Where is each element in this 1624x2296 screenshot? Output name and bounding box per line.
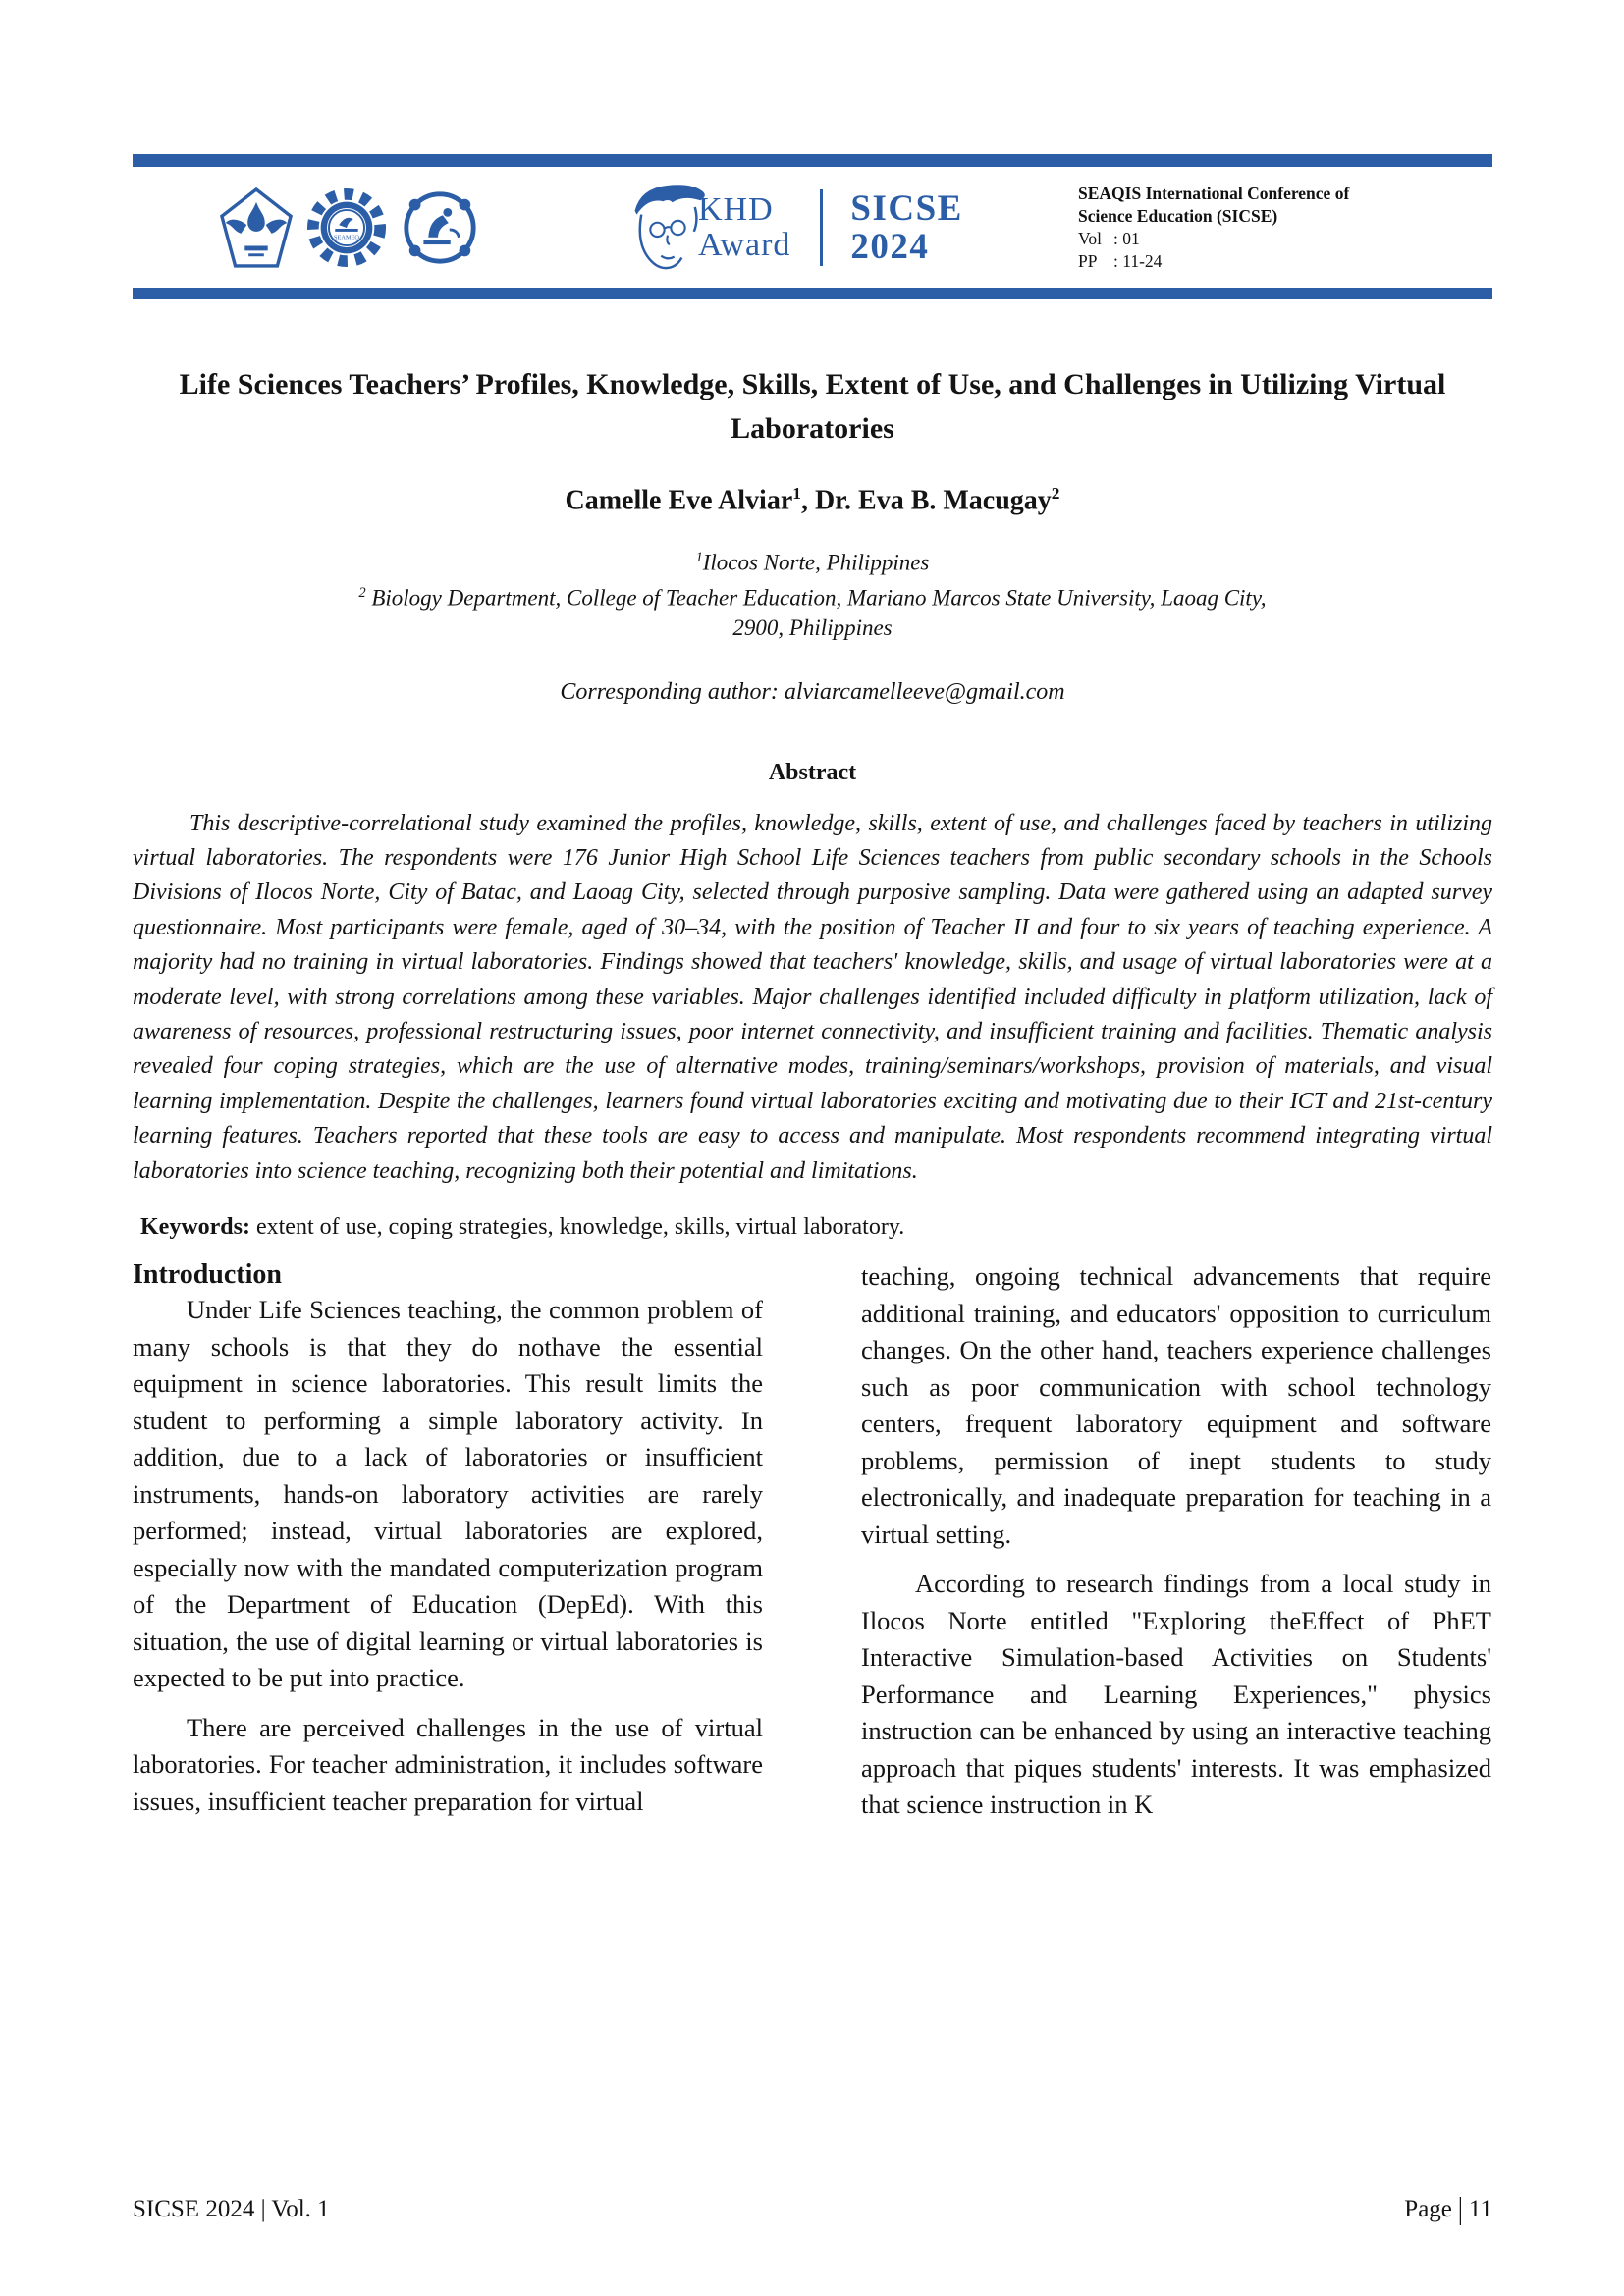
keywords-line — [133, 1214, 1492, 1241]
introduction-heading: Introduction — [133, 1259, 282, 1291]
pages-label: PP — [1078, 250, 1098, 271]
affiliation-2 — [133, 578, 1492, 614]
author-2-affmark: 2 — [1051, 484, 1060, 503]
intro-paragraph-3: According to research findings from a local study in Ilocos Norte entitled "Exploring theEffect of PhET Interactive Simulation-based Activities on Students' Performance and Learning Experiences," physics instruction can be enhanced by using an interactive teaching approach that piques students' interests. It was emphasized that science instruction in K — [861, 1569, 1491, 1820]
abstract-heading: Abstract — [768, 759, 857, 785]
organization-logos — [219, 187, 480, 269]
affiliation-1-text: Ilocos Norte, Philippines — [702, 550, 930, 575]
affiliation-1 — [133, 543, 1492, 578]
affiliation-2-text: Biology Department, College of Teacher Education, Mariano Marcos State University, Laoag City, — [365, 585, 1267, 611]
seameo-logo-text: SEAMEO — [333, 234, 360, 241]
volume-value: : 01 — [1113, 228, 1140, 248]
sicse-line1: SICSE — [850, 187, 963, 229]
page — [133, 0, 1492, 1824]
footer-page-number: 11 — [1468, 2196, 1492, 2222]
author-1-affmark: 1 — [792, 484, 801, 503]
left-column — [133, 1258, 763, 1824]
abstract-text: This descriptive-correlational study examined the profiles, knowledge, skills, extent of use, and challenges faced by teachers in utilizing virtual laboratories. The respondents were 176 Junior High School Life Sciences teachers from public secondary schools in the Schools Divisions of Ilocos Norte, City of Batac, and Laoag City, selected through purposive sampling. Data were gathered using an adapted survey questionnaire. Most participants were female, aged of 30–34, with the position of Teacher II and four to six years of teaching experience. A majority had no training in virtual laboratories. Findings showed that teachers' knowledge, skills, and usage of virtual laboratories were at a moderate level, with strong correlations among these variables. Major challenges identified included difficulty in platform utilization, lack of awareness of resources, professional restructuring issues, poor internet connectivity, and insufficient training and facilities. Thematic analysis revealed four coping strategies, which are the use of alternative modes, training/seminars/workshops, provision of materials, and visual learning implementation. Despite the challenges, learners found virtual laboratories exciting and motivating due to their ICT and 21st-century learning features. Teachers reported that these tools are easy to access and manipulate. Most respondents recommend integrating virtual laboratories into science teaching, recognizing both their potential and limitations. — [133, 810, 1492, 1184]
intro-paragraph-1: Under Life Sciences teaching, the common problem of many schools is that they do nothave the essential equipment in science laboratories. This result limits the student to performing a simple laboratory activity. In addition, due to a lack of laboratories or insufficient instruments, hands-on laboratory activities are rarely performed; instead, virtual laboratories are explored, especially now with the mandated computerization program of the Department of Education (DepEd). With this situation, the use of digital learning or virtual laboratories is expected to be put into practice. — [133, 1295, 763, 1693]
conference-name-line2: Science Education (SICSE) — [1078, 205, 1278, 226]
pages-value: : 11-24 — [1113, 250, 1163, 271]
intro-paragraph-2: There are perceived challenges in the use of virtual laboratories. For teacher administration, it includes software issues, insufficient teacher preparation for virtual — [133, 1712, 763, 1816]
header-logo-row — [133, 167, 1492, 288]
header-vertical-divider — [820, 189, 823, 266]
sicse-line2: 2024 — [850, 226, 930, 267]
volume-line — [1078, 228, 1394, 250]
ministry-of-education-emblem-icon — [219, 187, 294, 269]
khd-award-logo — [625, 179, 790, 277]
footer-volume-text: SICSE 2024 | Vol. 1 — [133, 2196, 330, 2222]
header-bottom-rule — [133, 288, 1492, 299]
page-footer — [133, 2192, 1492, 2226]
pages-line — [1078, 250, 1394, 273]
khd-line1: KHD — [698, 190, 774, 228]
header-top-rule — [133, 154, 1492, 167]
header-band — [133, 154, 1492, 299]
authors-separator: , — [800, 485, 815, 516]
body-columns — [133, 1258, 1492, 1824]
paper-title: Life Sciences Teachers’ Profiles, Knowledge, Skills, Extent of Use, and Challenges in Utilizing Virtual Laboratories — [179, 368, 1446, 445]
keywords-label: Keywords: — [140, 1214, 250, 1241]
intro-paragraph-2-continuation: teaching, ongoing technical advancements that require additional training, and educators' opposition to curriculum changes. On the other hand, teachers experience challenges such as poor communication with school technology centers, frequent laboratory equipment and software problems, permission of inept students to study electronically, and inadequate preparation for teaching in a virtual setting. — [861, 1261, 1491, 1549]
authors-line — [133, 484, 1492, 516]
khd-award-wordmark — [698, 192, 790, 263]
keywords-text: extent of use, coping strategies, knowledge, skills, virtual laboratory. — [249, 1214, 905, 1241]
conference-name-line1: SEAQIS International Conference of — [1078, 183, 1350, 203]
affiliations — [133, 543, 1492, 642]
affiliation-1-mark: 1 — [695, 550, 703, 566]
khd-line2: Award — [698, 226, 791, 263]
affiliation-2-mark: 2 — [358, 584, 366, 601]
footer-page-indicator — [1404, 2192, 1492, 2226]
sicse-2024-wordmark — [850, 189, 962, 266]
author-2: Dr. Eva B. Macugay — [814, 485, 1052, 516]
affiliation-2-cont: 2900, Philippines — [732, 614, 893, 640]
right-column — [861, 1258, 1491, 1824]
author-1: Camelle Eve Alviar — [565, 485, 793, 516]
footer-page-separator: | — [1457, 2192, 1463, 2226]
volume-label: Vol — [1078, 228, 1102, 248]
conference-info — [1078, 183, 1394, 273]
corresponding-author-line: Corresponding author: alviarcamelleeve@gmail.com — [560, 678, 1065, 705]
footer-page-label: Page — [1404, 2196, 1452, 2222]
seameo-gear-emblem-icon — [306, 187, 387, 268]
science-education-circle-emblem-icon — [400, 187, 480, 268]
